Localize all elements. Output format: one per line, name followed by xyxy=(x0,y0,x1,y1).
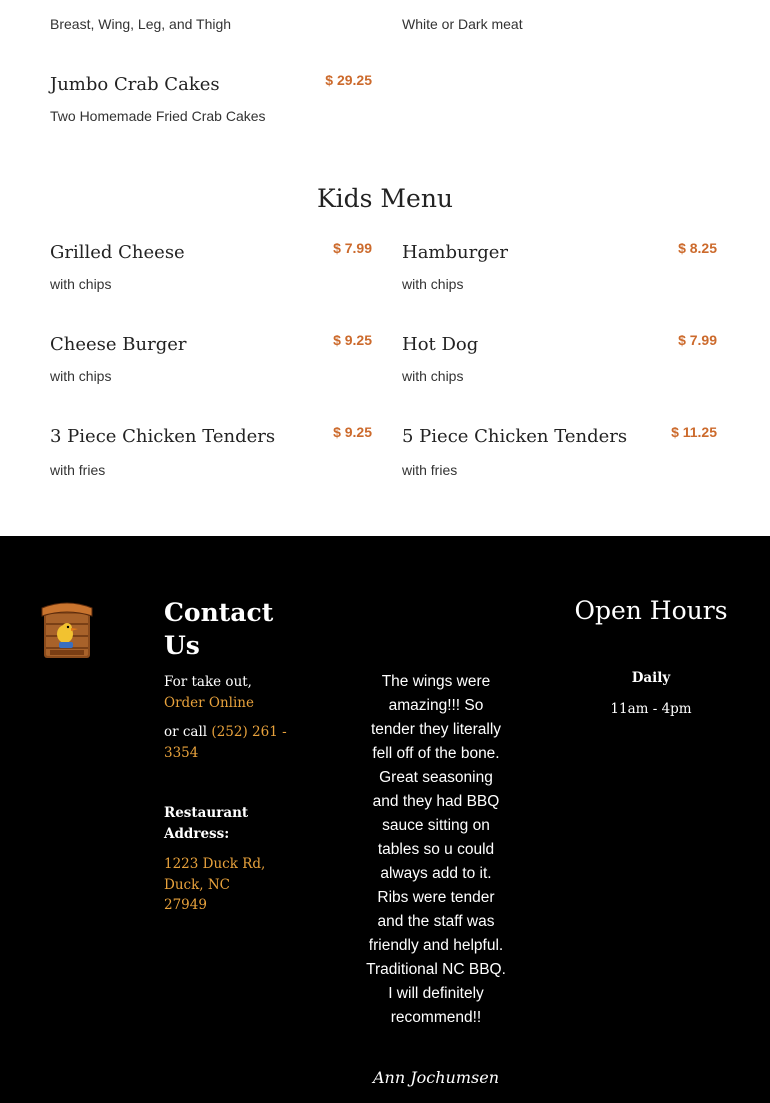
menu-item-price: $ 8.25 xyxy=(678,240,717,256)
menu-item-desc: with chips xyxy=(50,368,112,384)
restaurant-logo[interactable] xyxy=(40,598,94,662)
menu-item-name: Cheese Burger xyxy=(50,334,187,355)
open-hours-title: Open Hours xyxy=(574,596,728,625)
menu-item-desc: Breast, Wing, Leg, and Thigh xyxy=(50,16,232,32)
reviewer-name: Ann Jochumsen xyxy=(372,1068,500,1087)
contact-title: Contact Us xyxy=(164,598,274,660)
menu-item-price: $ 9.25 xyxy=(333,332,372,348)
call-prefix: or call xyxy=(164,724,208,740)
menu-item-name: Jumbo Crab Cakes xyxy=(50,74,220,95)
review-text: The wings were amazing!!! So tender they literally fell off of the bone. Great seasoning and they had BBQ sauce sitting on tables so u could always add to it. Ribs were tender and the staff was friendly and helpful. Traditional NC BBQ. I will definitely recommend!! xyxy=(366,673,506,1026)
menu-item-price: $ 11.25 xyxy=(671,424,717,440)
menu-item-name: Hamburger xyxy=(402,242,508,263)
menu-item-name: 5 Piece Chicken Tenders xyxy=(402,426,628,447)
logo-icon xyxy=(40,598,94,662)
menu-item-price: $ 7.99 xyxy=(678,332,717,348)
address-label: Restaurant Address: xyxy=(164,805,249,842)
menu-item-desc: with chips xyxy=(402,276,464,292)
menu-item-price: $ 29.25 xyxy=(325,72,372,88)
phone-link[interactable]: (252) 261 - 3354 xyxy=(164,724,287,761)
menu-item-desc: with fries xyxy=(50,462,106,478)
takeout-block xyxy=(164,672,294,713)
hours-day: Daily xyxy=(631,670,671,686)
menu-item-desc: with chips xyxy=(50,276,112,292)
menu-item-price: $ 9.25 xyxy=(333,424,372,440)
address-link[interactable]: 1223 Duck Rd, Duck, NC 27949 xyxy=(164,856,266,913)
menu-item-desc: White or Dark meat xyxy=(402,16,523,32)
menu-item-desc: Two Homemade Fried Crab Cakes xyxy=(50,108,266,124)
hours-time: 11am - 4pm xyxy=(610,701,692,717)
menu-item-name: Hot Dog xyxy=(402,334,479,355)
menu-item-price: $ 7.99 xyxy=(333,240,372,256)
menu-item-desc: with chips xyxy=(402,368,464,384)
order-online-link[interactable]: Order Online xyxy=(164,694,254,711)
menu-item-name: 3 Piece Chicken Tenders xyxy=(50,426,276,447)
takeout-prefix: For take out, xyxy=(164,674,252,690)
menu-section xyxy=(0,0,770,536)
menu-item-desc: with fries xyxy=(402,462,458,478)
site-footer xyxy=(0,536,770,1103)
menu-item-name: Grilled Cheese xyxy=(50,242,185,263)
phone-block xyxy=(164,722,294,763)
kids-menu-title: Kids Menu xyxy=(316,184,454,213)
